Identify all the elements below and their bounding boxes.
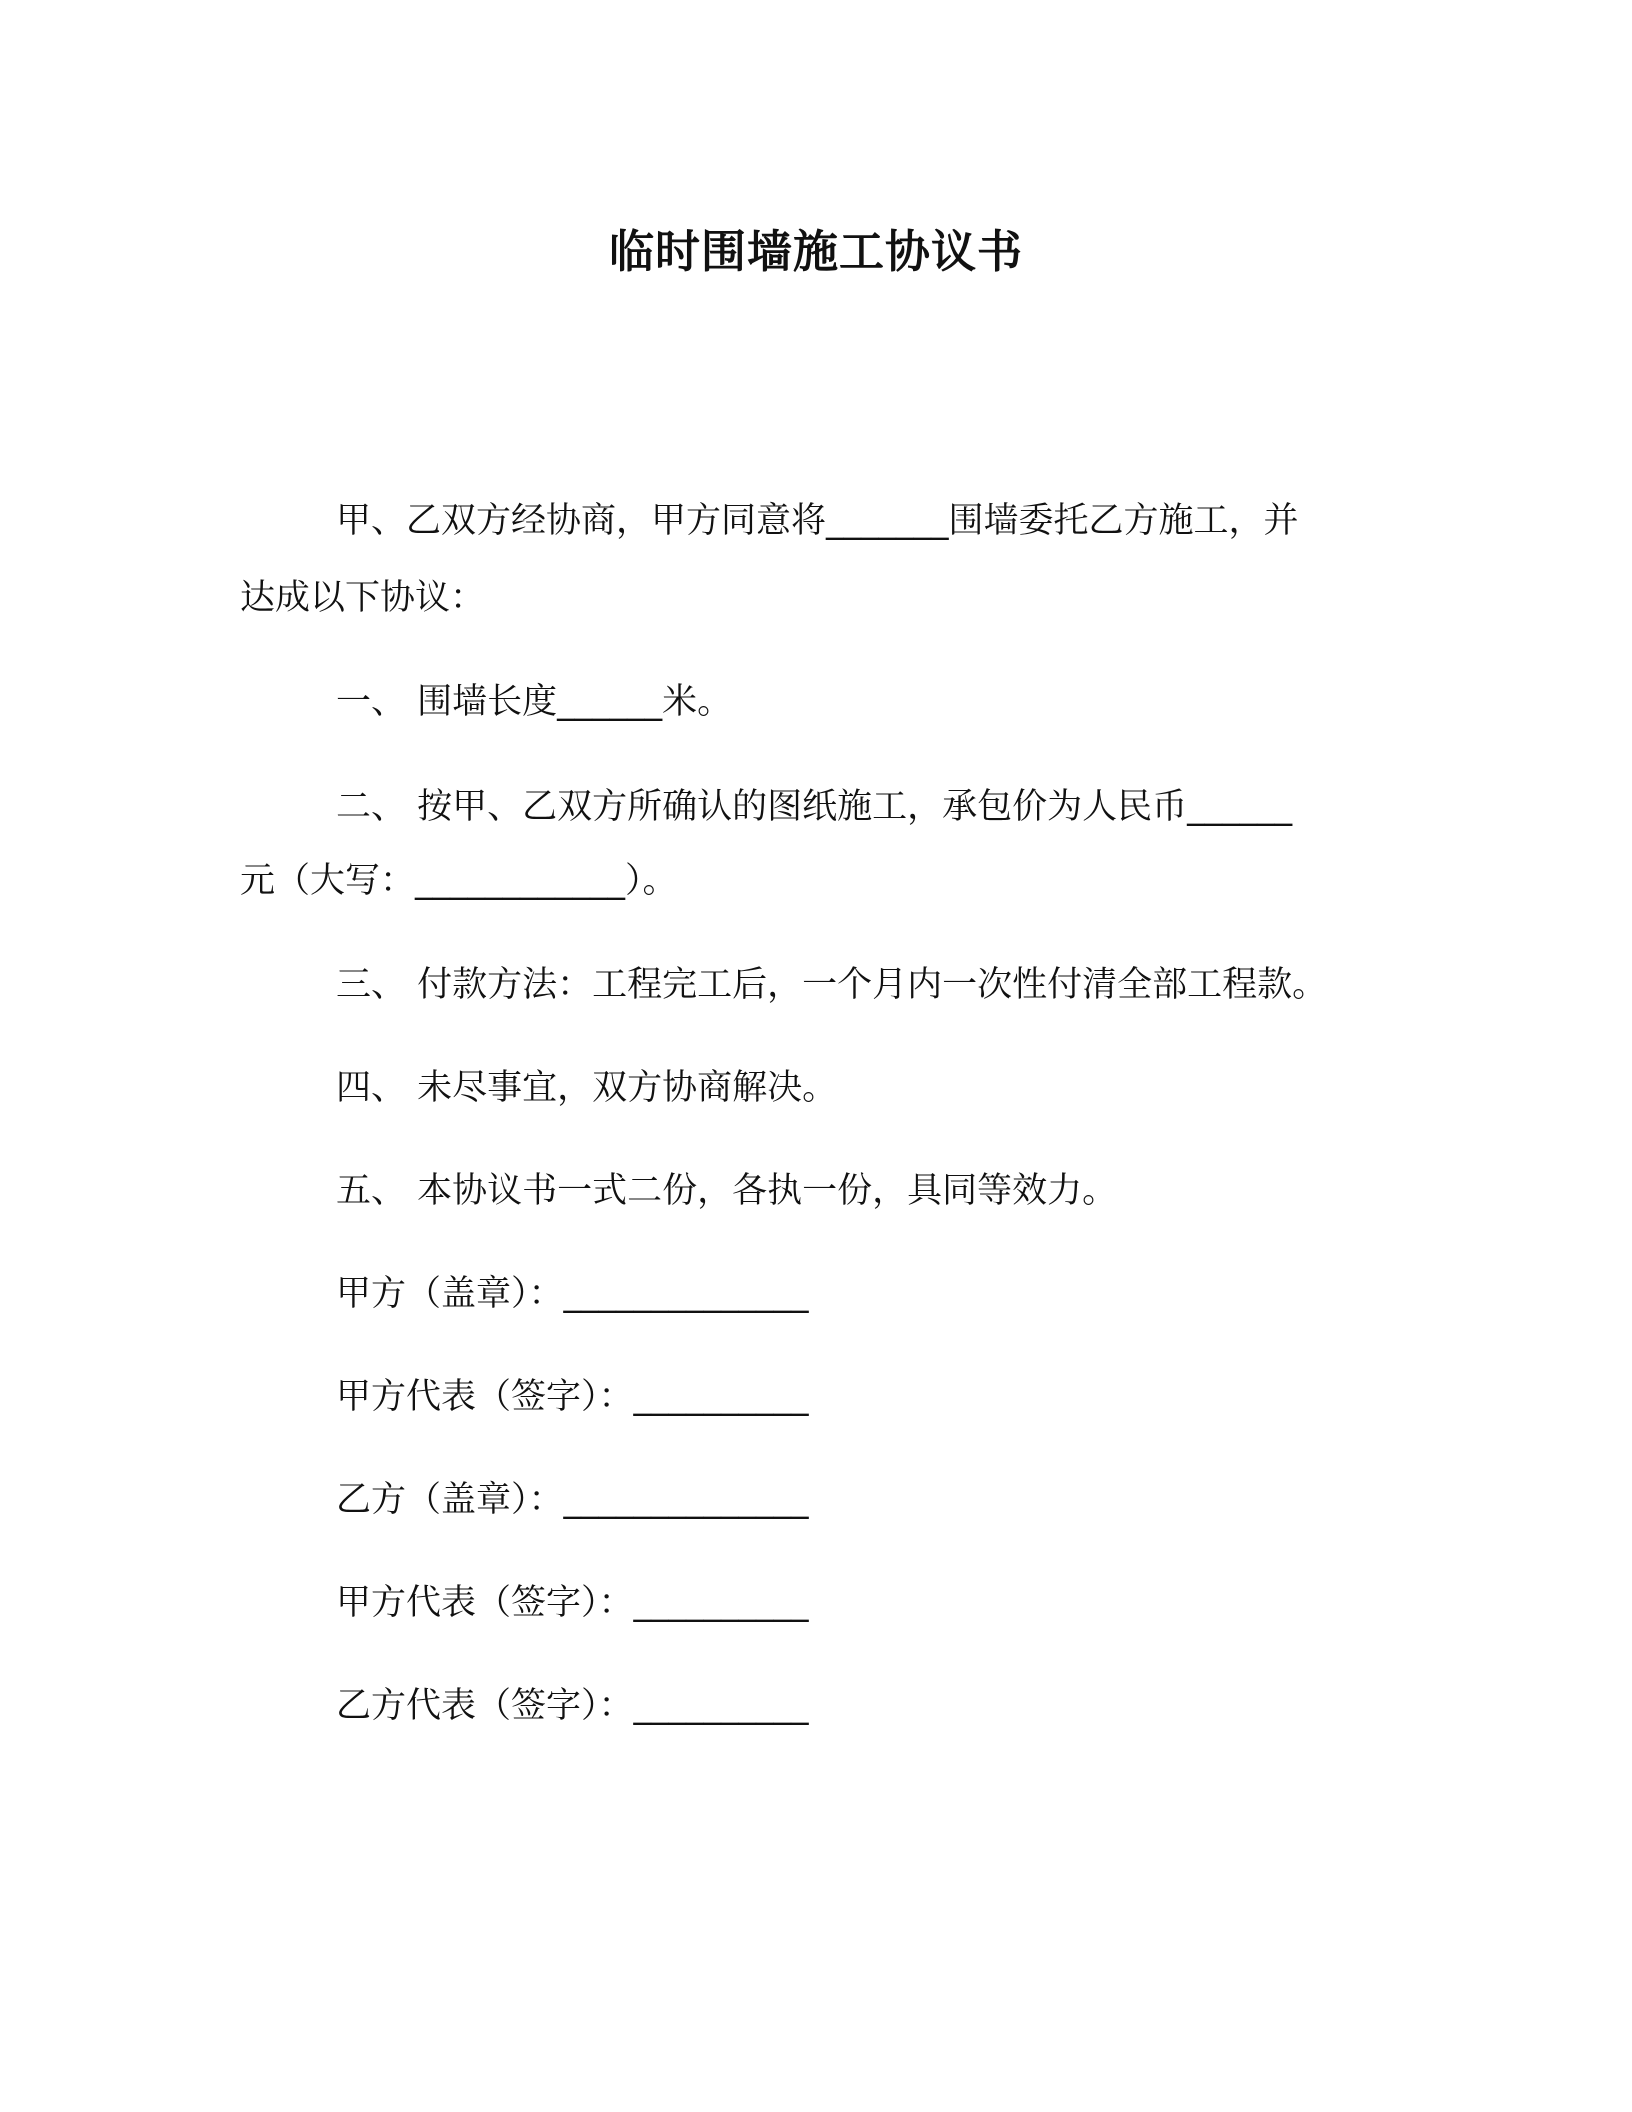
- clause-2-line-1: 二、 按甲、乙双方所确认的图纸施工，承包价为人民币______: [336, 787, 1293, 827]
- signature-party-a-rep: 甲方代表（签字）：__________: [336, 1377, 809, 1417]
- clause-3: 三、 付款方法：工程完工后，一个月内一次性付清全部工程款。: [336, 965, 1328, 1005]
- intro-line-2: 达成以下协议：: [240, 578, 486, 618]
- intro-line-1: 甲、乙双方经协商，甲方同意将_______围墙委托乙方施工，并: [336, 501, 1299, 541]
- signature-party-a-rep-2: 甲方代表（签字）：__________: [336, 1583, 809, 1623]
- clause-2-line-2: 元（大写：____________）。: [240, 861, 678, 901]
- clause-1: 一、 围墙长度______米。: [336, 682, 733, 722]
- clause-4: 四、 未尽事宜，双方协商解决。: [336, 1068, 838, 1108]
- signature-party-b-rep: 乙方代表（签字）：__________: [336, 1686, 809, 1726]
- document-title: 临时围墙施工协议书: [608, 225, 1023, 278]
- clause-5: 五、 本协议书一式二份，各执一份，具同等效力。: [336, 1171, 1118, 1211]
- signature-party-a-seal: 甲方（盖章）：______________: [336, 1274, 809, 1314]
- signature-party-b-seal: 乙方（盖章）：______________: [336, 1480, 809, 1520]
